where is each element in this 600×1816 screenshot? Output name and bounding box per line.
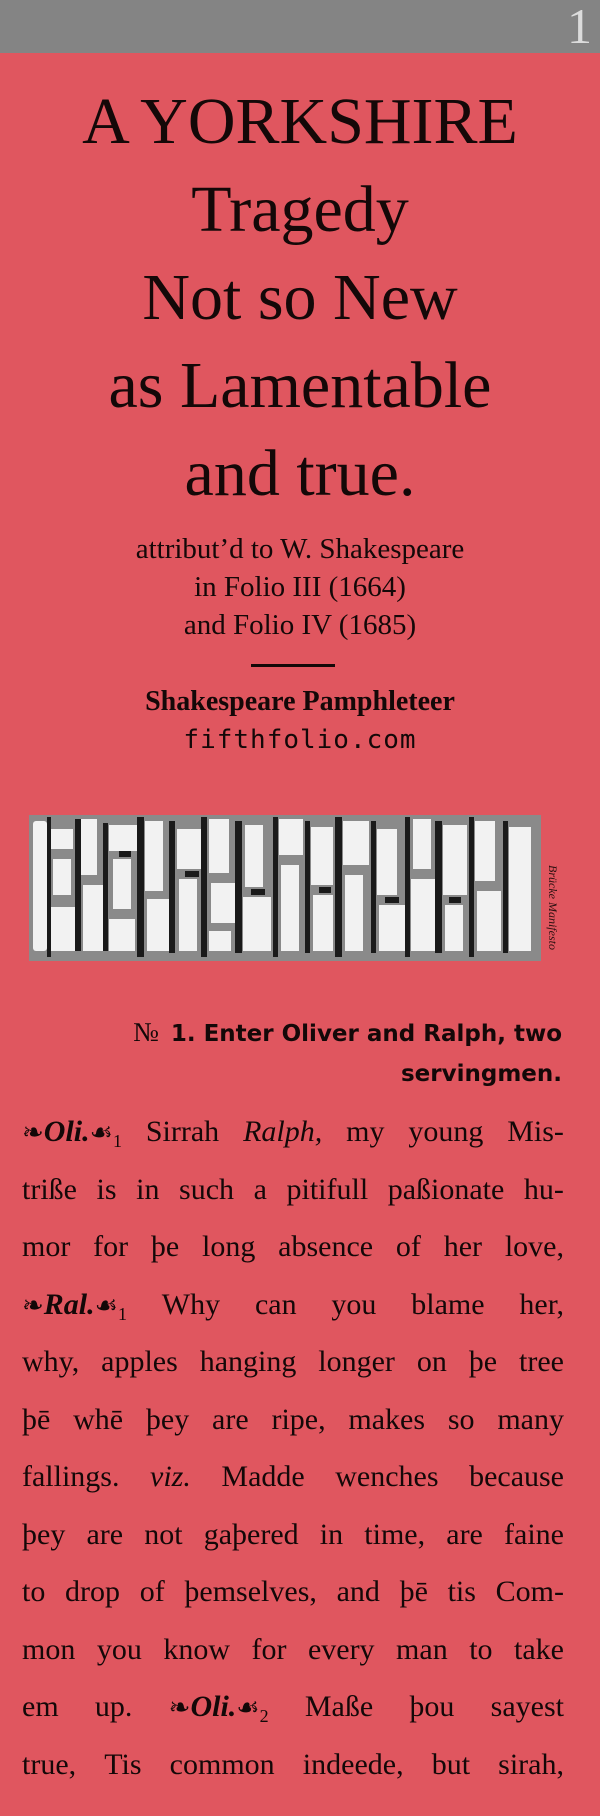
word: faine bbox=[504, 1517, 564, 1551]
text-line bbox=[22, 1736, 564, 1794]
word: is bbox=[96, 1172, 117, 1206]
text-line bbox=[22, 1678, 564, 1736]
word: mon bbox=[22, 1632, 76, 1666]
fleuron-right-icon: ☙ bbox=[94, 1290, 118, 1320]
scene-heading-line bbox=[60, 1012, 562, 1054]
title-line: and true. bbox=[184, 437, 416, 510]
attribution bbox=[0, 530, 600, 644]
title-line: A YORKSHIRE bbox=[82, 85, 518, 158]
word: man bbox=[396, 1632, 448, 1666]
word: a bbox=[253, 1172, 267, 1206]
word: þē bbox=[399, 1575, 428, 1608]
word: longer bbox=[318, 1345, 395, 1378]
word: and bbox=[336, 1575, 380, 1608]
word: on bbox=[416, 1345, 447, 1378]
text-line bbox=[22, 1563, 564, 1621]
word: you bbox=[331, 1287, 377, 1321]
word: Maße bbox=[304, 1690, 374, 1723]
word: tree bbox=[519, 1345, 564, 1378]
speaker-name: Oli. bbox=[43, 1115, 90, 1148]
word: of bbox=[395, 1230, 421, 1263]
word: þey bbox=[22, 1517, 66, 1551]
stage-direction: Enter Oliver and Ralph, two bbox=[203, 1021, 562, 1047]
word: þey bbox=[145, 1402, 190, 1436]
word: mor bbox=[22, 1230, 71, 1263]
word: up. bbox=[94, 1690, 133, 1723]
word: em bbox=[22, 1690, 59, 1723]
word: my bbox=[346, 1115, 385, 1148]
speech-number: 2 bbox=[259, 1706, 269, 1726]
image-credit: Brücke Manifesto bbox=[546, 865, 560, 950]
word: to bbox=[22, 1575, 46, 1608]
word: Com- bbox=[495, 1575, 564, 1608]
word: þē bbox=[22, 1402, 51, 1436]
word: pitifull bbox=[286, 1172, 369, 1206]
word: for bbox=[93, 1230, 129, 1263]
word: common bbox=[169, 1747, 275, 1781]
text-line bbox=[22, 1621, 564, 1679]
text-line bbox=[22, 1333, 564, 1391]
numero-sign: № bbox=[133, 1017, 159, 1047]
word: Tis bbox=[104, 1747, 142, 1781]
publisher-name: Shakespeare Pamphleteer bbox=[145, 686, 455, 717]
word: because bbox=[469, 1460, 564, 1493]
word: her, bbox=[519, 1287, 564, 1321]
text-line bbox=[22, 1218, 564, 1276]
word: young bbox=[408, 1115, 484, 1148]
word: to bbox=[469, 1632, 493, 1666]
word: true, bbox=[22, 1747, 77, 1781]
divider bbox=[251, 664, 335, 667]
word: you bbox=[96, 1632, 142, 1666]
word: hanging bbox=[199, 1345, 297, 1378]
word: wenches bbox=[335, 1460, 439, 1493]
text-line bbox=[22, 1448, 564, 1506]
word: are bbox=[212, 1402, 249, 1436]
fleuron-left-icon: ❧ bbox=[22, 1290, 44, 1320]
word: Madde bbox=[221, 1460, 305, 1493]
word: every bbox=[307, 1632, 375, 1666]
word: know bbox=[163, 1632, 230, 1666]
word: many bbox=[497, 1402, 564, 1436]
word: can bbox=[254, 1287, 297, 1321]
speech-prefix-oliver bbox=[22, 1103, 122, 1161]
text-line bbox=[22, 1161, 564, 1219]
word: ripe, bbox=[271, 1402, 326, 1436]
word: triße bbox=[22, 1172, 77, 1206]
word: in bbox=[319, 1517, 344, 1551]
word: apples bbox=[101, 1345, 178, 1378]
word: fallings. bbox=[22, 1460, 120, 1493]
word: þe bbox=[150, 1230, 180, 1263]
fleuron-right-icon: ☙ bbox=[236, 1693, 260, 1722]
word: not bbox=[144, 1517, 183, 1551]
scene-number: 1. bbox=[170, 1021, 196, 1047]
word: but bbox=[431, 1747, 471, 1781]
word: so bbox=[447, 1402, 475, 1436]
word: are bbox=[446, 1517, 483, 1551]
word: in bbox=[136, 1172, 160, 1206]
speaker-name: Ral. bbox=[43, 1287, 95, 1321]
word: þe bbox=[468, 1345, 498, 1378]
word: Ralph, bbox=[243, 1115, 323, 1148]
word: þou bbox=[409, 1690, 455, 1723]
word: blame bbox=[411, 1287, 485, 1321]
word: drop bbox=[65, 1575, 121, 1608]
speech-prefix-oliver bbox=[169, 1678, 269, 1736]
word: love, bbox=[504, 1230, 564, 1263]
word: such bbox=[179, 1172, 235, 1206]
word: absence bbox=[278, 1230, 374, 1263]
title-line: Tragedy bbox=[191, 173, 409, 246]
word: sayest bbox=[490, 1690, 564, 1723]
word: are bbox=[86, 1517, 124, 1551]
title-block bbox=[0, 78, 600, 518]
text-line bbox=[22, 1103, 564, 1161]
word: hu- bbox=[523, 1172, 564, 1206]
top-bar bbox=[0, 0, 600, 53]
speech-number: 1 bbox=[112, 1131, 122, 1151]
fleuron-left-icon: ❧ bbox=[168, 1693, 191, 1722]
word: Sirrah bbox=[145, 1115, 220, 1148]
word: makes bbox=[348, 1402, 426, 1436]
title-line: as Lamentable bbox=[108, 349, 492, 422]
text-line bbox=[22, 1506, 564, 1564]
fleuron-left-icon: ❧ bbox=[22, 1118, 44, 1147]
attribution-line: and Folio IV (1685) bbox=[183, 609, 417, 641]
banner-art bbox=[29, 815, 541, 961]
word: paßionate bbox=[387, 1172, 505, 1206]
attribution-line: in Folio III (1664) bbox=[194, 571, 406, 603]
word: þemselves, bbox=[184, 1575, 317, 1608]
speech-number: 1 bbox=[117, 1303, 127, 1324]
word: whē bbox=[73, 1402, 124, 1436]
word: indeede, bbox=[302, 1747, 404, 1781]
play-text bbox=[22, 1103, 564, 1793]
word: sirah, bbox=[498, 1747, 564, 1781]
fleuron-right-icon: ☙ bbox=[89, 1118, 113, 1147]
website-link[interactable]: fifthfolio.com bbox=[183, 725, 417, 755]
page-number: 1 bbox=[567, 0, 592, 54]
word: long bbox=[202, 1230, 256, 1263]
text-line bbox=[22, 1391, 564, 1449]
scene-heading bbox=[60, 1012, 562, 1094]
speaker-name: Oli. bbox=[190, 1690, 237, 1723]
speech-prefix-ralph bbox=[22, 1276, 127, 1334]
word: tis bbox=[447, 1575, 476, 1608]
word: why, bbox=[22, 1345, 80, 1378]
word: her bbox=[443, 1230, 483, 1263]
word: time, bbox=[364, 1517, 426, 1551]
attribution-line: attribut’d to W. Shakespeare bbox=[135, 533, 465, 565]
word: Why bbox=[161, 1287, 221, 1321]
word: for bbox=[251, 1632, 287, 1666]
woodcut-banner-image bbox=[29, 815, 541, 961]
title-line: Not so New bbox=[142, 261, 458, 334]
word: take bbox=[514, 1632, 564, 1666]
text-line bbox=[22, 1276, 564, 1334]
word: Mis- bbox=[507, 1115, 564, 1148]
stage-direction-continued: servingmen. bbox=[400, 1061, 562, 1087]
word: of bbox=[139, 1575, 165, 1608]
word: viz. bbox=[150, 1460, 191, 1493]
word: gaþered bbox=[203, 1517, 299, 1551]
